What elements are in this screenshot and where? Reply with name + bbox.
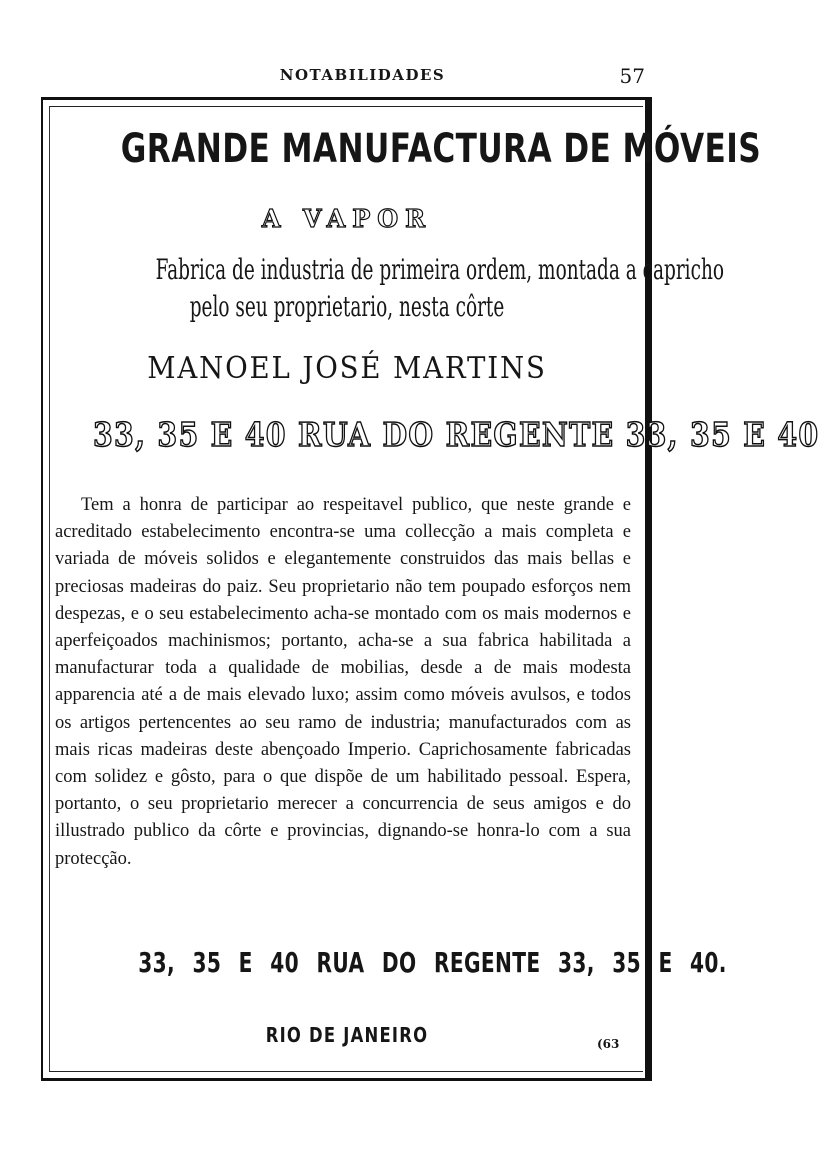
tagline-line-1: Fabrica de industria de primeira ordem, montada a capricho (155, 253, 724, 286)
advertisement-body: Tem a honra de participar ao respeitavel publico, que neste grande e acreditado estabelecimento encontra-se uma collecção a mais completa e variada de móveis solidos e elegantemente construidos das mais bellas e preciosas madeiras do paiz. Seu proprietario não tem poupado esforços nem despezas, e o seu estabelecimento acha-se montado com os mais modernos e aperfeiçoados machinismos; portanto, acha-se a sua fabrica habilitada a manufacturar toda a qualidade de mobilias, desde a de mais modesta apparencia até a de mais elevado luxo; assim como móveis avulsos, e todos os artigos pertencentes ao seu ramo de industria; manufacturados com as mais ricas madeiras deste abençoado Imperio. Caprichosamente fabricadas com solidez e gôsto, para o que dispõe de um habilitado pessoal. Espera, portanto, o seu proprietario merecer a concurrencia de seus amigos e do illustrado publico da côrte e provincias, dignando-se honra-lo com a sua protecção. (55, 495, 631, 869)
running-title: NOTABILIDADES (279, 66, 446, 84)
tagline-line-2: pelo seu proprietario, nesta côrte (189, 290, 505, 323)
advertisement-subtitle: A VAPOR (261, 204, 433, 233)
page-number: 57 (619, 64, 645, 88)
advertisement-title: GRANDE MANUFACTURA DE MÓVEIS (120, 126, 762, 172)
advertisement-number: (63 (597, 1037, 620, 1051)
proprietor-name: MANOEL JOSÉ MARTINS (147, 351, 547, 386)
running-header (0, 64, 725, 88)
city-name: RIO DE JANEIRO (265, 1023, 429, 1047)
address-footer: 33, 35 E 40 RUA DO REGENTE 33, 35 E 40. (138, 946, 727, 979)
address-banner: 33, 35 E 40 RUA DO REGENTE 33, 35 E 40 (93, 415, 819, 454)
